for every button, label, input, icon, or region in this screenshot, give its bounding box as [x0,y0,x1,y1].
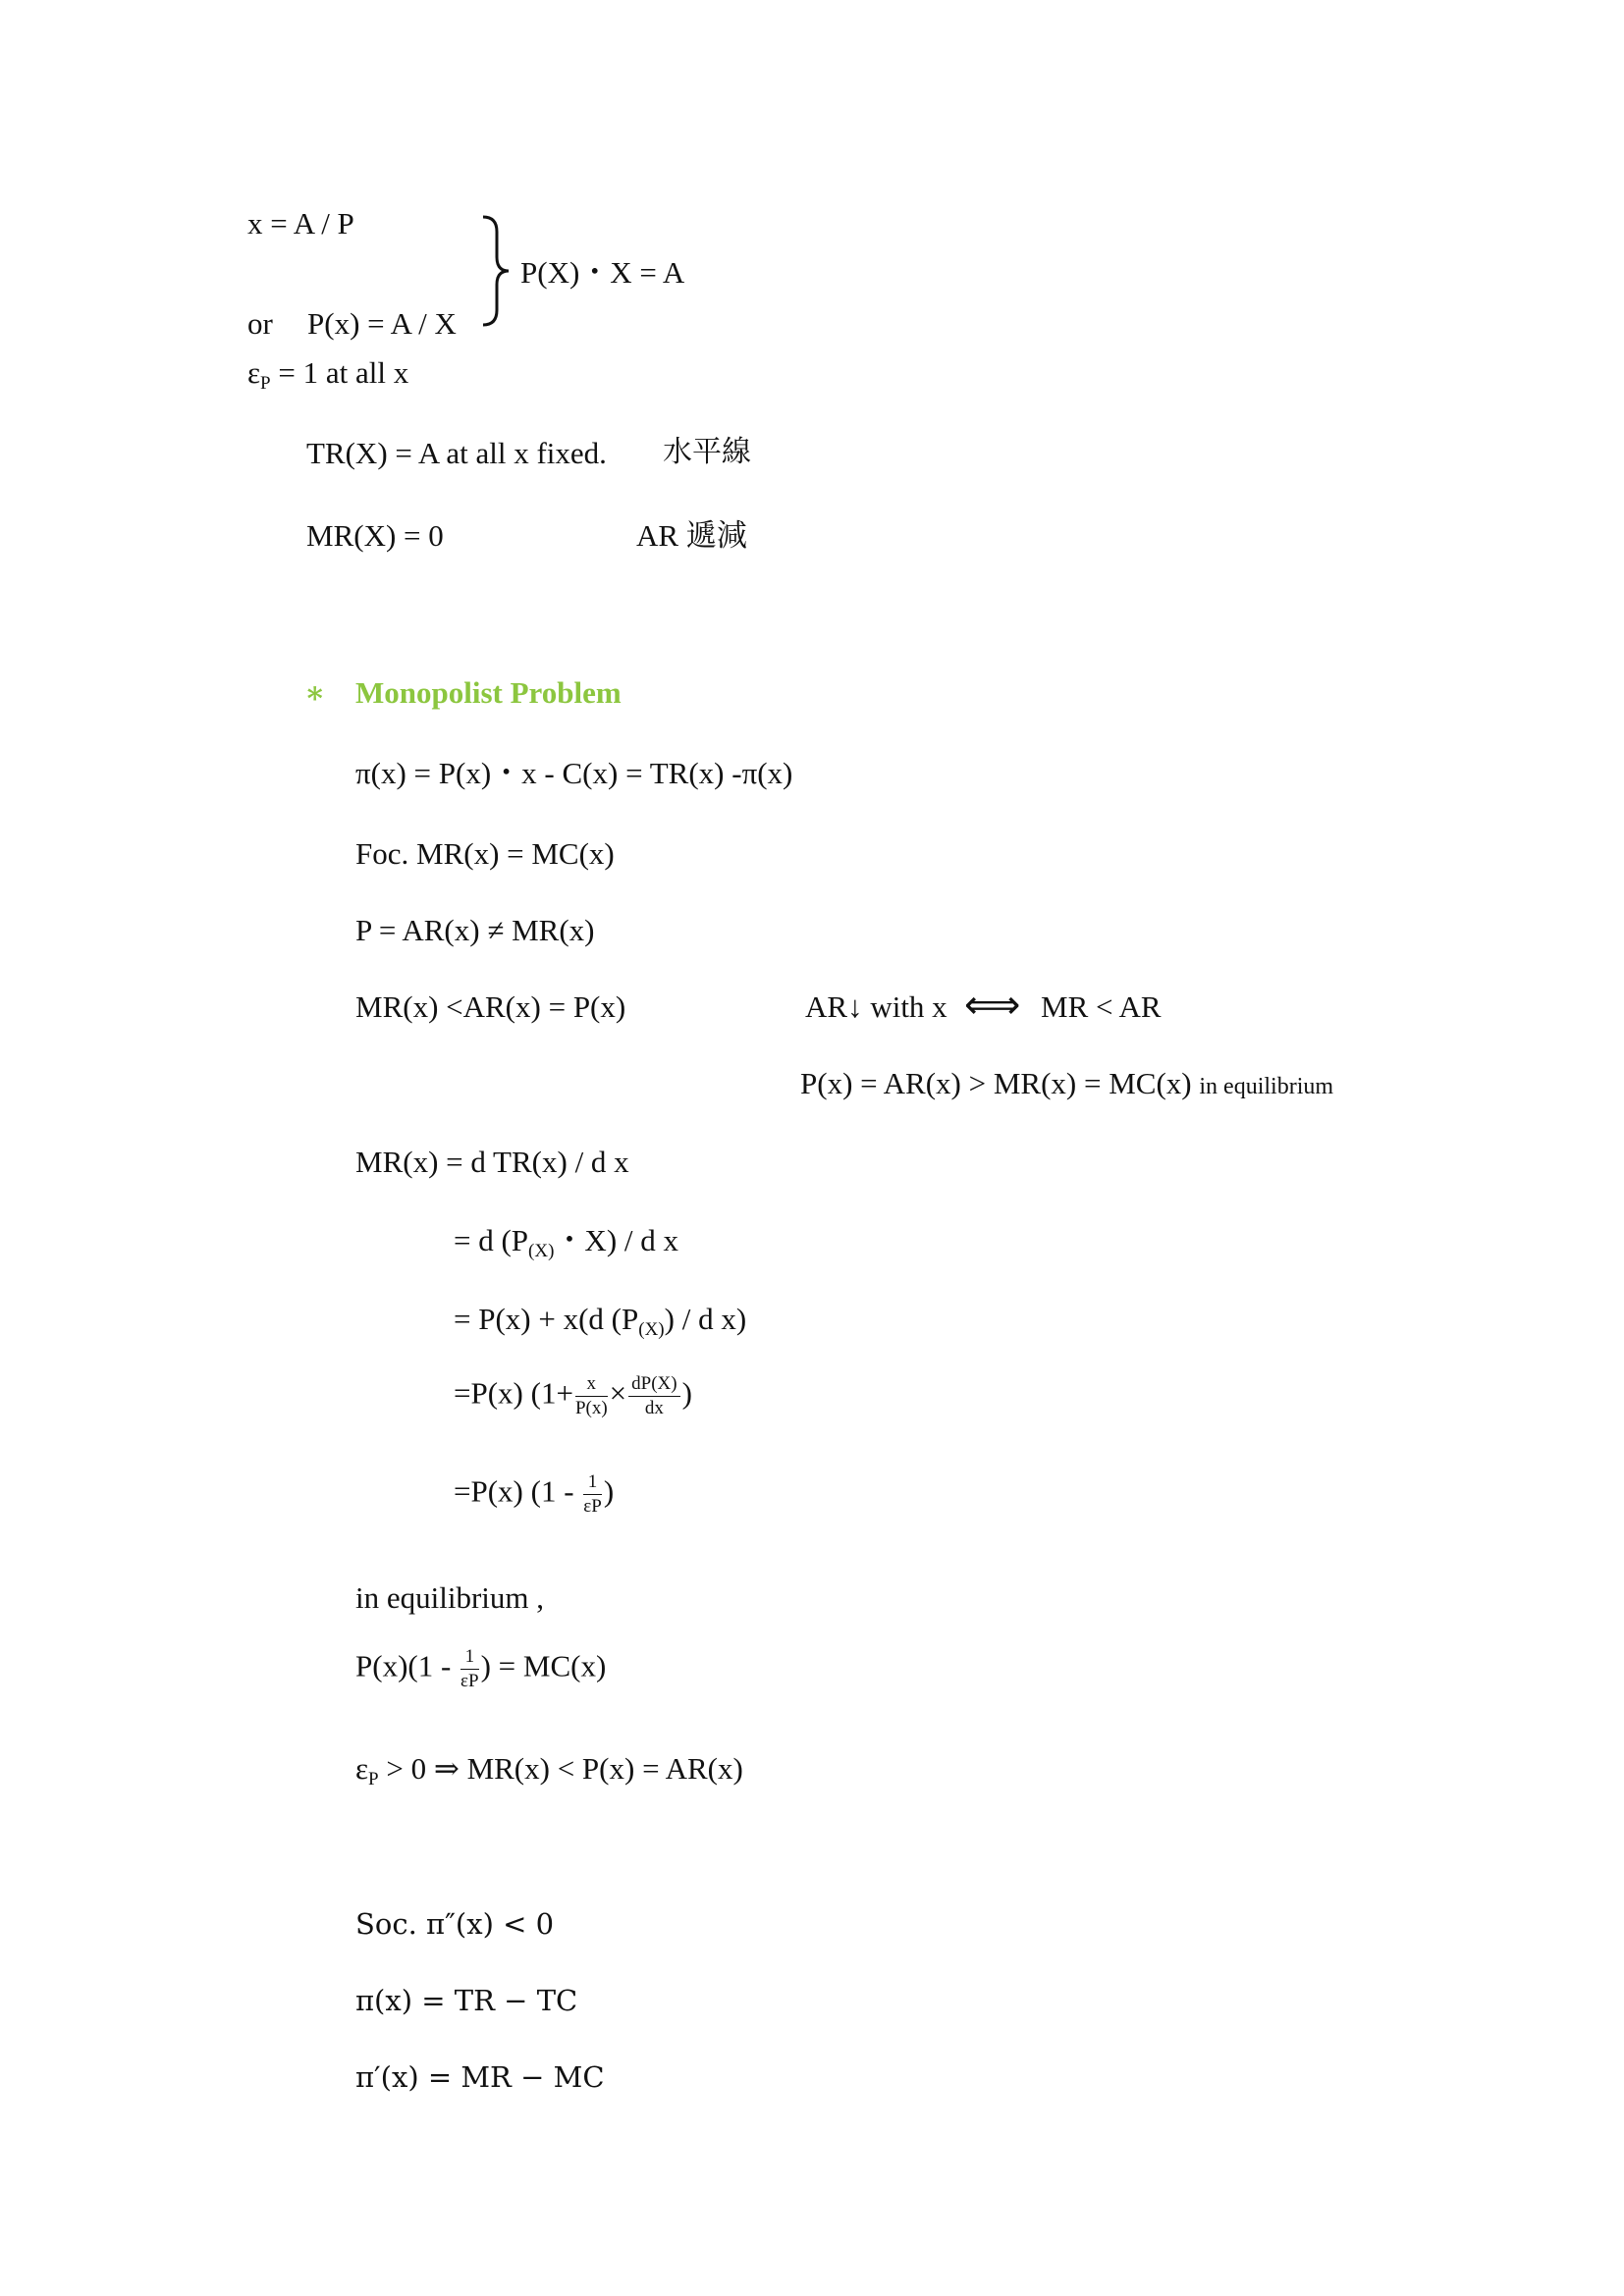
fraction-numerator: 1 [583,1472,602,1495]
fraction-numerator: dP(X) [628,1374,679,1397]
right-brace-icon [479,214,520,328]
asterisk-bullet-icon: ∗ [304,675,326,710]
profit-tr-tc: π(x) = TR − TC [355,1984,578,2017]
profit-derivative: π′(x) = MR − MC [355,2060,605,2094]
derivation-step-2 [454,1304,746,1339]
fraction-one-over-eps [460,1647,479,1691]
condition-part-a: P(x)(1 - [355,1648,460,1683]
epsilon-symbol: ε [355,1751,369,1786]
soc-line: Soc. π″(x) < 0 [355,1907,555,1941]
foc-line: Foc. MR(x) = MC(x) [355,836,615,871]
section-title: Monopolist Problem [355,675,622,710]
fraction-denominator: P(x) [574,1397,608,1418]
profit-equation: π(x) = P(x)・x - C(x) = TR(x) -π(x) [355,756,793,790]
step2-part-b: ) / d x) [664,1302,747,1336]
step4-part-b: ) [603,1473,615,1509]
iff-arrow-icon: ⟺ [964,983,1021,1028]
epsilon-subscript: P [368,1769,379,1789]
eq-x-over-p: x = A / P [247,206,354,240]
brace-result: P(X)・X = A [520,255,685,290]
elasticity-positive-rest: > 0 ⇒ MR(x) < P(x) = AR(x) [378,1751,743,1786]
fraction-denominator: εP [460,1670,479,1691]
mr-line: MR(X) = 0 [306,518,444,553]
equilibrium-line [800,1068,1333,1098]
or-label: or [247,306,273,341]
tr-note: 水平線 [663,435,751,469]
step1-subscript: (X) [528,1241,555,1261]
equilibrium-equation: P(x) = AR(x) > MR(x) = MC(x) [800,1066,1192,1100]
step2-subscript: (X) [638,1319,665,1340]
mr-ar-line: MR(x) <AR(x) = P(x) [355,989,626,1024]
step3-part-a: =P(x) (1+ [454,1375,573,1411]
step1-part-b: ・X) / d x [554,1223,679,1257]
mr-definition: MR(x) = d TR(x) / d x [355,1145,629,1179]
step3-part-b: ) [681,1375,692,1411]
fraction-numerator: 1 [460,1647,479,1670]
tr-line: TR(X) = A at all x fixed. [306,436,607,470]
derivation-step-3 [454,1374,692,1418]
elasticity-positive-line [355,1753,743,1789]
fraction-one-over-eps [583,1472,602,1517]
step2-part-a: = P(x) + x(d (P [454,1302,639,1336]
mr-lt-ar: MR < AR [1041,989,1162,1024]
ar-decreasing: AR↓ with x [805,989,947,1024]
fraction-x-over-px [575,1374,608,1418]
fraction-numerator: x [575,1374,608,1397]
ar-note-text: AR 遞減 [636,518,747,553]
derivation-step-4 [454,1472,614,1517]
epsilon-subscript: P [260,373,271,394]
price-line: P = AR(x) ≠ MR(x) [355,913,595,947]
eq-p-over-x: P(x) = A / X [307,306,457,341]
condition-part-b: ) = MC(x) [480,1648,607,1683]
step1-part-a: = d (P [454,1223,529,1257]
times-symbol: × [609,1375,627,1411]
in-equilibrium-label: in equilibrium , [355,1580,545,1615]
fraction-denominator: εP [583,1495,602,1517]
epsilon-symbol: ε [247,355,261,390]
fraction-dp-over-dx [628,1374,679,1418]
derivation-step-1 [454,1225,678,1260]
fraction-denominator: dx [644,1397,664,1418]
equilibrium-condition [355,1647,606,1691]
elasticity-rest: = 1 at all x [270,355,409,390]
equilibrium-suffix: in equilibrium [1199,1074,1334,1099]
step4-part-a: =P(x) (1 - [454,1473,582,1509]
elasticity-line [247,357,408,393]
ar-note [636,520,747,551]
